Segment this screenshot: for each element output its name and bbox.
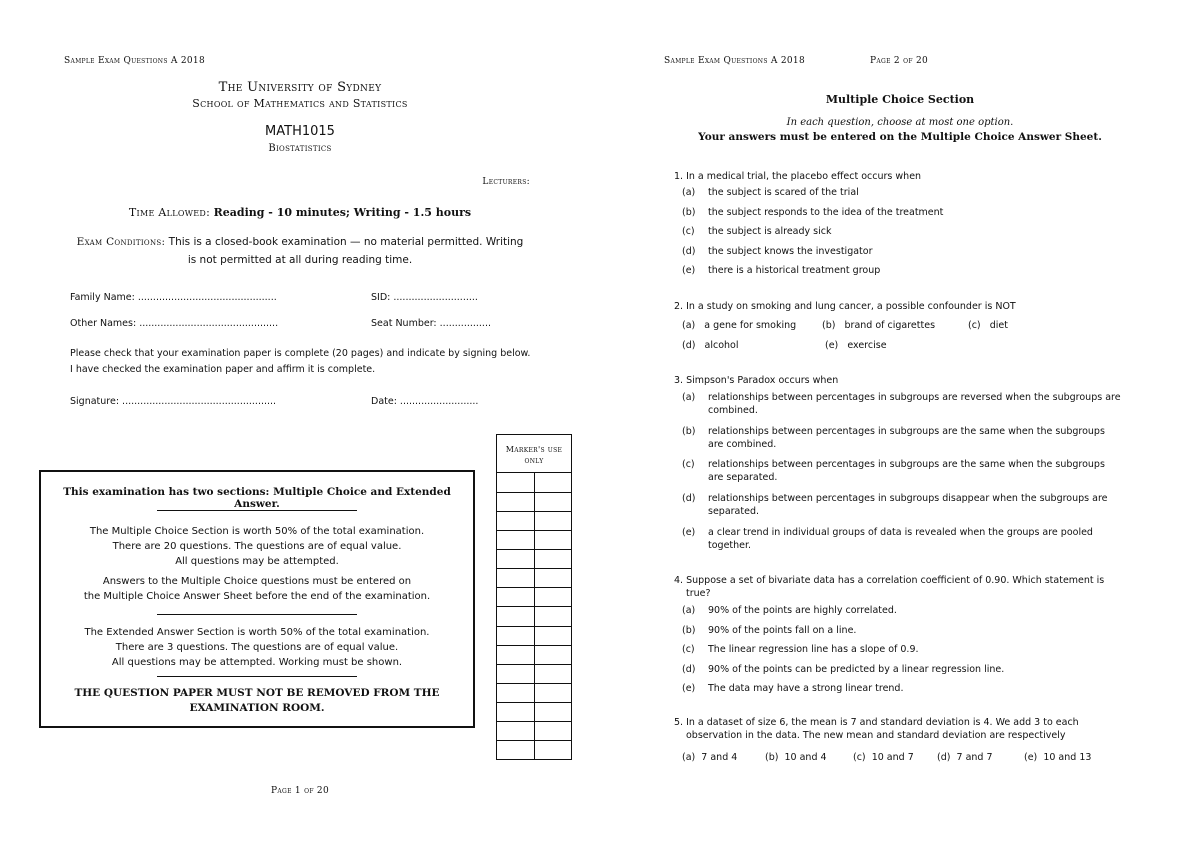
seat-number-field[interactable]: Seat Number: ................. [371, 318, 491, 329]
lecturers-label: Lecturers: [482, 177, 530, 187]
q1-option-d[interactable] [682, 245, 1142, 259]
mc-count: There are 20 questions. The questions are of equal value. [112, 541, 402, 552]
other-names-field[interactable]: Other Names: .............................................. [70, 318, 279, 329]
option-text-line1: relationships between percentages in subgroups disappear when the subgroups are [708, 493, 1108, 504]
running-header: Sample Exam Questions A 2018 [664, 56, 805, 66]
markers-grid-row-line [497, 587, 571, 588]
q4-option-e[interactable] [682, 682, 1142, 696]
question-3: 3. Simpson's Paradox occurs when [674, 375, 839, 386]
q4-option-c[interactable] [682, 643, 1142, 657]
option-label: (e) [682, 683, 696, 694]
option-label: (e) [825, 340, 839, 351]
course-name: Biostatistics [268, 143, 332, 154]
option-text-line2: are separated. [708, 472, 778, 483]
box-divider [157, 676, 357, 677]
option-text-line2: separated. [708, 506, 759, 517]
box-divider [157, 510, 357, 511]
exam-conditions [62, 233, 538, 269]
time-allowed [60, 206, 540, 219]
option-text: the subject responds to the idea of the treatment [708, 207, 944, 218]
q3-option-e[interactable] [682, 526, 1142, 554]
q1-option-b[interactable] [682, 206, 1142, 220]
option-label: (c) [682, 459, 695, 470]
option-label: (b) [682, 625, 696, 636]
option-text [708, 391, 1138, 417]
option-text: diet [989, 320, 1008, 331]
signature-field[interactable]: Signature: ................................................... [70, 396, 277, 407]
markers-use-only: only [524, 456, 544, 465]
school-name: School of Mathematics and Statistics [192, 97, 408, 110]
question-1: 1. In a medical trial, the placebo effect occurs when [674, 171, 922, 182]
check-instruction: Please check that your examination paper is complete (20 pages) and indicate by signing below. [70, 348, 531, 359]
ext-attempt: All questions may be attempted. Working must be shown. [111, 657, 403, 668]
question-4-line2: true? [686, 588, 711, 599]
option-text: 90% of the points can be predicted by a linear regression line. [708, 664, 1005, 675]
markers-use-header [497, 435, 571, 473]
option-label: (b) [822, 320, 836, 331]
q4-option-d[interactable] [682, 663, 1142, 677]
q5-option-b[interactable] [765, 752, 827, 763]
option-text: 7 and 7 [956, 752, 993, 763]
page-number: Page 2 of 20 [870, 56, 929, 66]
q5-option-c[interactable] [853, 752, 914, 763]
option-text: exercise [847, 340, 887, 351]
option-label: (a) [682, 752, 696, 763]
section-title: Multiple Choice Section [825, 93, 975, 106]
time-allowed-label: Time Allowed: [128, 206, 211, 219]
option-label: (a) [682, 392, 696, 403]
q3-option-a[interactable] [682, 391, 1142, 419]
option-text-line1: a clear trend in individual groups of data is revealed when the groups are pooled [708, 527, 1093, 538]
question-5-line1: 5. In a dataset of size 6, the mean is 7 and standard deviation is 4. We add 3 to each [674, 717, 1079, 728]
option-text: a gene for smoking [704, 320, 797, 331]
completeness-check [70, 346, 540, 378]
option-text: 90% of the points fall on a line. [708, 625, 857, 636]
option-text-line1: relationships between percentages in subgroups are the same when the subgroups [708, 426, 1105, 437]
option-text: the subject is scared of the trial [708, 187, 859, 198]
option-label: (c) [968, 320, 981, 331]
date-field[interactable]: Date: .......................... [371, 396, 479, 407]
section-instruction: In each question, choose at most one option. [786, 117, 1014, 128]
option-text: 90% of the points are highly correlated. [708, 605, 897, 616]
option-text: brand of cigarettes [844, 320, 936, 331]
option-label: (e) [1024, 752, 1038, 763]
q3-option-c[interactable] [682, 458, 1142, 486]
option-text-line2: are combined. [708, 439, 777, 450]
page-footer: Page 1 of 20 [270, 786, 329, 796]
option-label: (d) [682, 340, 696, 351]
q2-option-b[interactable] [822, 320, 935, 331]
option-label: (b) [682, 207, 696, 218]
markers-grid-row-line [497, 645, 571, 646]
question-4 [674, 574, 1144, 600]
multiple-choice-page [600, 0, 1200, 848]
markers-grid-row-line [497, 606, 571, 607]
q2-option-a[interactable] [682, 320, 796, 331]
q4-option-b[interactable] [682, 624, 1142, 638]
exam-conditions-label: Exam Conditions: [76, 236, 166, 248]
markers-grid-row-line [497, 511, 571, 512]
option-label: (b) [765, 752, 779, 763]
markers-grid [497, 473, 571, 759]
option-label: (a) [682, 187, 696, 198]
markers-grid-row-line [497, 626, 571, 627]
markers-grid-row-line [497, 664, 571, 665]
option-label: (c) [853, 752, 866, 763]
mc-answers-note: Answers to the Multiple Choice questions must be entered on [102, 576, 412, 587]
option-text-line1: relationships between percentages in subgroups are reversed when the subgroups are [708, 392, 1121, 403]
exam-conditions-line1: This is a closed-book examination — no material permitted. Writing [168, 236, 524, 248]
option-text: 10 and 4 [784, 752, 827, 763]
question-2: 2. In a study on smoking and lung cancer, a possible confounder is NOT [674, 301, 1016, 312]
removal-warning-line2: EXAMINATION ROOM. [189, 702, 325, 714]
markers-grid-column-divider [534, 473, 535, 759]
q3-option-b[interactable] [682, 425, 1142, 453]
option-text [708, 492, 1138, 518]
markers-grid-row-line [497, 683, 571, 684]
question-5 [674, 716, 1144, 742]
option-label: (e) [682, 527, 696, 538]
q2-option-e[interactable] [825, 340, 887, 351]
markers-grid-row-line [497, 530, 571, 531]
exam-sections-box [39, 470, 475, 728]
option-text [708, 526, 1138, 552]
question-4-line1: 4. Suppose a set of bivariate data has a correlation coefficient of 0.90. Which statement is [674, 575, 1105, 586]
university-title: The University of Sydney [218, 80, 382, 95]
q1-option-c[interactable] [682, 225, 1142, 239]
option-text: there is a historical treatment group [708, 265, 881, 276]
option-label: (a) [682, 320, 696, 331]
option-text: the subject is already sick [708, 226, 832, 237]
option-text [708, 425, 1138, 451]
q1-option-a[interactable] [682, 186, 1142, 200]
option-text-line2: combined. [708, 405, 758, 416]
option-label: (b) [682, 426, 696, 437]
q5-option-d[interactable] [937, 752, 993, 763]
q2-option-d[interactable] [682, 340, 739, 351]
option-label: (c) [682, 644, 695, 655]
option-text: 7 and 4 [701, 752, 738, 763]
option-label: (d) [682, 246, 696, 257]
exam-conditions-line2: is not permitted at all during reading time. [187, 254, 413, 266]
ext-count: There are 3 questions. The questions are of equal value. [115, 642, 399, 653]
q1-option-e[interactable] [682, 264, 1142, 278]
mc-answers-sheet: the Multiple Choice Answer Sheet before the end of the examination. [83, 591, 431, 602]
markers-use-label: Marker's use [505, 445, 563, 454]
mc-worth: The Multiple Choice Section is worth 50% of the total examination. [89, 526, 425, 537]
option-text-line1: relationships between percentages in subgroups are the same when the subgroups [708, 459, 1105, 470]
box-divider [157, 614, 357, 615]
removal-warning-line1: THE QUESTION PAPER MUST NOT BE REMOVED FROM THE [74, 687, 440, 699]
course-code: MATH1015 [265, 124, 335, 139]
option-label: (c) [682, 226, 695, 237]
q4-option-a[interactable] [682, 604, 1142, 618]
option-text: the subject knows the investigator [708, 246, 873, 257]
markers-grid-row-line [497, 721, 571, 722]
running-header: Sample Exam Questions A 2018 [64, 56, 205, 66]
question-5-line2: observation in the data. The new mean and standard deviation are respectively [686, 730, 1066, 741]
option-text: alcohol [704, 340, 739, 351]
time-allowed-value: Reading - 10 minutes; Writing - 1.5 hours [213, 206, 472, 219]
option-label: (d) [682, 493, 696, 504]
family-name-field[interactable]: Family Name: .............................................. [70, 292, 277, 303]
option-label: (d) [937, 752, 951, 763]
option-text: 10 and 7 [871, 752, 914, 763]
option-label: (a) [682, 605, 696, 616]
option-label: (d) [682, 664, 696, 675]
markers-grid-row-line [497, 549, 571, 550]
markers-grid-row-line [497, 568, 571, 569]
option-text: 10 and 13 [1043, 752, 1092, 763]
ext-worth: The Extended Answer Section is worth 50% of the total examination. [84, 627, 430, 638]
sid-field[interactable]: SID: ............................ [371, 292, 478, 303]
answer-sheet-note: Your answers must be entered on the Multiple Choice Answer Sheet. [698, 131, 1102, 143]
option-text-line2: together. [708, 540, 752, 551]
markers-grid-row-line [497, 740, 571, 741]
markers-use-table [496, 434, 572, 760]
q5-option-a[interactable] [682, 752, 737, 763]
markers-grid-row-line [497, 702, 571, 703]
option-text: The data may have a strong linear trend. [708, 683, 904, 694]
option-label: (e) [682, 265, 696, 276]
box-heading: This examination has two sections: Multiple Choice and Extended Answer. [63, 486, 451, 510]
q2-option-c[interactable] [968, 320, 1008, 331]
option-text: The linear regression line has a slope of 0.9. [708, 644, 919, 655]
q3-option-d[interactable] [682, 492, 1142, 520]
check-affirmation: I have checked the examination paper and affirm it is complete. [70, 364, 376, 375]
mc-attempt: All questions may be attempted. [175, 556, 339, 567]
q5-option-e[interactable] [1024, 752, 1091, 763]
option-text [708, 458, 1138, 484]
markers-grid-row-line [497, 492, 571, 493]
